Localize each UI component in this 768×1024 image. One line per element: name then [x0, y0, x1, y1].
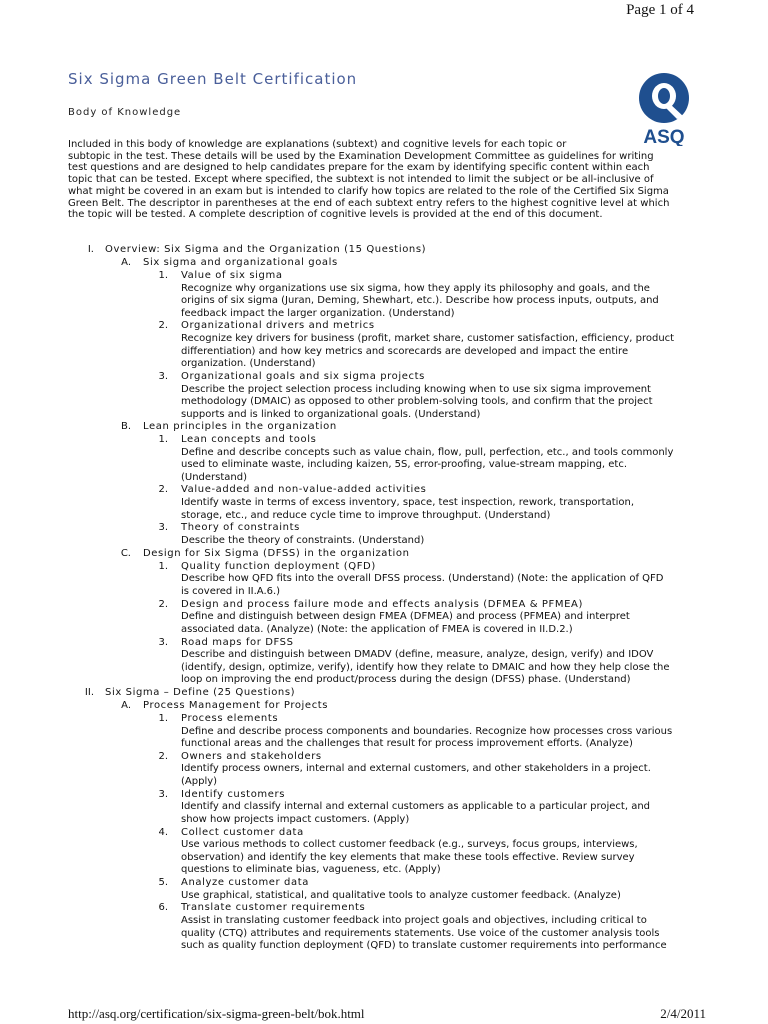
outline-text: Identify process owners, internal and external customers, and other stakeholders in a project. — [181, 763, 651, 775]
outline-heading-level-3 — [0, 522, 768, 535]
outline-heading-level-3 — [0, 637, 768, 650]
intro-line: the topic will be tested. A complete description of cognitive levels is provided at the end of this document. — [68, 209, 603, 221]
outline-text: (Apply) — [181, 776, 218, 788]
outline-number: 5. — [158, 876, 168, 888]
outline-text: Analyze customer data — [181, 876, 309, 888]
outline-description-line — [0, 726, 768, 739]
outline-number: I. — [87, 244, 94, 255]
outline-text: Organizational goals and six sigma projects — [181, 370, 425, 382]
outline-number: 4. — [158, 826, 168, 838]
outline-heading-level-3 — [0, 270, 768, 283]
document-title: Six Sigma Green Belt Certification — [68, 70, 358, 88]
outline-text: loop on improving the end product/process during the design (DFSS) phase. (Understand) — [181, 674, 631, 686]
outline-description-line — [0, 674, 768, 687]
outline-text: Quality function deployment (QFD) — [181, 560, 376, 572]
outline-text: Six Sigma – Define (25 Questions) — [105, 687, 296, 698]
outline-description-line — [0, 409, 768, 422]
outline-description-line — [0, 915, 768, 928]
outline-description-line — [0, 510, 768, 523]
outline-text: (Understand) — [181, 471, 248, 483]
outline-text: Recognize key drivers for business (profit, market share, customer satisfaction, efficiency, product — [181, 333, 675, 345]
asq-logo — [636, 70, 692, 146]
outline-description-line — [0, 497, 768, 510]
outline-text: Six sigma and organizational goals — [143, 256, 338, 268]
outline-text: is covered in II.A.6.) — [181, 586, 281, 598]
outline-description-line — [0, 447, 768, 460]
outline-heading-level-1 — [0, 687, 768, 700]
intro-line: Included in this body of knowledge are explanations (subtext) and cognitive levels for each topic or — [68, 139, 567, 150]
outline-text: storage, etc., and reduce cycle time to improve throughput. (Understand) — [181, 509, 551, 521]
outline-text: (identify, design, optimize, verify), identify how they relate to DMAIC and how they help close the — [181, 661, 670, 673]
outline-text: observation) and identify the key elements that make these tools effective. Review survey — [181, 851, 635, 863]
outline-number: 3. — [158, 788, 168, 800]
outline-description-line — [0, 535, 768, 548]
outline-description-line — [0, 776, 768, 789]
outline-description-line — [0, 763, 768, 776]
outline-text: Assist in translating customer feedback into project goals and objectives, including critical to — [181, 915, 647, 927]
intro-line: what might be covered in an exam but is intended to clarify how topics are related to the role of the Certified Six Sigma — [68, 185, 669, 197]
outline-description-line — [0, 358, 768, 371]
outline-description-line — [0, 852, 768, 865]
outline-text: Describe and distinguish between DMADV (define, measure, analyze, design, verify) and IDOV — [181, 649, 654, 661]
outline-heading-level-2 — [0, 421, 768, 434]
footer-date: 2/4/2011 — [660, 1006, 706, 1021]
outline-heading-level-3 — [0, 751, 768, 764]
outline-text: questions to eliminate bias, vagueness, etc. (Apply) — [181, 864, 441, 876]
outline-text: Value-added and non-value-added activities — [181, 484, 427, 496]
outline-text: Recognize why organizations use six sigma, how they apply its philosophy and goals, and the — [181, 282, 650, 294]
outline-text: Describe how QFD fits into the overall DFSS process. (Understand) (Note: the application of QFD — [181, 573, 664, 585]
outline-text: show how projects impact customers. (Apply) — [181, 813, 410, 825]
outline-text: Process Management for Projects — [143, 699, 329, 711]
outline-text: Describe the project selection process including knowing when to use six sigma improvement — [181, 383, 651, 395]
outline-number: 3. — [158, 522, 168, 534]
outline-description-line — [0, 611, 768, 624]
outline-text: Identify waste in terms of excess inventory, space, test inspection, rework, transportation, — [181, 497, 635, 509]
intro-paragraph — [68, 139, 700, 221]
outline-text: Define and describe concepts such as value chain, flow, pull, perfection, etc., and tools commonly — [181, 446, 674, 458]
outline-heading-level-3 — [0, 827, 768, 840]
outline-text: Lean concepts and tools — [181, 433, 317, 445]
outline-description-line — [0, 624, 768, 637]
outline-description-line — [0, 308, 768, 321]
outline-text: Use graphical, statistical, and qualitative tools to analyze customer feedback. (Analyze) — [181, 889, 621, 901]
outline-number: 6. — [158, 902, 168, 914]
outline-number: A. — [121, 256, 131, 268]
outline-heading-level-2 — [0, 548, 768, 561]
outline-heading-level-3 — [0, 902, 768, 915]
intro-line: test questions and are designed to help candidates prepare for the exam by identifying specific content within each — [68, 162, 650, 174]
outline-number: 1. — [158, 433, 168, 445]
document-subtitle: Body of Knowledge — [68, 107, 182, 118]
outline-description-line — [0, 928, 768, 941]
outline-text: Overview: Six Sigma and the Organization (15 Questions) — [105, 244, 427, 255]
outline-text: functional areas and the challenges that result for process improvement efforts. (Analyze) — [181, 738, 633, 750]
footer-url: http://asq.org/certification/six-sigma-green-belt/bok.html — [68, 1006, 365, 1021]
outline-description-line — [0, 814, 768, 827]
outline-text: Road maps for DFSS — [181, 636, 294, 648]
outline-text: Translate customer requirements — [181, 902, 366, 914]
outline-heading-level-3 — [0, 484, 768, 497]
intro-line: Green Belt. The descriptor in parentheses at the end of each subtext entry refers to the highest cognitive level at which — [68, 197, 670, 209]
outline-text: Process elements — [181, 712, 279, 724]
outline-description-line — [0, 738, 768, 751]
outline-text: associated data. (Analyze) (Note: the application of FMEA is covered in II.D.2.) — [181, 623, 573, 635]
outline-text: quality (CTQ) attributes and requirements statements. Use voice of the customer analysis tools — [181, 927, 660, 939]
outline-heading-level-3 — [0, 434, 768, 447]
outline-text: Value of six sigma — [181, 269, 283, 281]
outline-text: Lean principles in the organization — [143, 421, 337, 433]
page-number: Page 1 of 4 — [626, 2, 694, 18]
outline-text: origins of six sigma (Juran, Deming, Shewhart, etc.). Describe how process inputs, outputs, and — [181, 295, 659, 307]
outline-text: Design and process failure mode and effects analysis (DFMEA & PFMEA) — [181, 598, 583, 610]
outline-description-line — [0, 396, 768, 409]
outline-text: Identify customers — [181, 788, 286, 800]
outline-text: feedback impact the larger organization. (Understand) — [181, 307, 455, 319]
outline-text: such as quality function deployment (QFD) to translate customer requirements into performance — [181, 940, 667, 952]
outline-number: 2. — [158, 320, 168, 332]
outline-text: organization. (Understand) — [181, 358, 316, 370]
outline-description-line — [0, 295, 768, 308]
asq-logo-wordmark: ASQ — [643, 127, 685, 146]
outline-text: methodology (DMAIC) as opposed to other problem-solving tools, and confirm that the project — [181, 396, 653, 408]
outline-description-line — [0, 940, 768, 953]
outline-text: Theory of constraints — [181, 522, 300, 534]
outline-heading-level-2 — [0, 257, 768, 270]
intro-line: topic that can be tested. Except where specified, the subtext is not intended to limit the subject or be all-inclusive of — [68, 174, 654, 186]
outline-text: Define and describe process components and boundaries. Recognize how processes cross various — [181, 725, 673, 737]
outline-text: Design for Six Sigma (DFSS) in the organization — [143, 547, 410, 559]
outline-text: Collect customer data — [181, 826, 304, 838]
outline-description-line — [0, 839, 768, 852]
outline-description-line — [0, 649, 768, 662]
outline-text: Organizational drivers and metrics — [181, 320, 375, 332]
outline-heading-level-3 — [0, 789, 768, 802]
outline-number: 3. — [158, 370, 168, 382]
outline-description-line — [0, 346, 768, 359]
outline-heading-level-3 — [0, 561, 768, 574]
outline-heading-level-3 — [0, 877, 768, 890]
outline-description-line — [0, 662, 768, 675]
outline-heading-level-3 — [0, 371, 768, 384]
outline-description-line — [0, 384, 768, 397]
outline-description-line — [0, 864, 768, 877]
outline-text: supports and is linked to organizational goals. (Understand) — [181, 408, 481, 420]
intro-line: subtopic in the test. These details will be used by the Examination Development Committee as guidelines for writing — [68, 150, 654, 162]
outline-number: C. — [120, 547, 131, 559]
outline-number: II. — [84, 687, 94, 698]
outline-heading-level-3 — [0, 320, 768, 333]
outline-heading-level-1 — [0, 244, 768, 257]
outline-heading-level-3 — [0, 599, 768, 612]
outline-description-line — [0, 801, 768, 814]
outline-heading-level-2 — [0, 700, 768, 713]
outline-text: used to eliminate waste, including kaizen, 5S, error-proofing, value-stream mapping, etc. — [181, 459, 628, 471]
outline-description-line — [0, 472, 768, 485]
outline-number: 1. — [158, 269, 168, 281]
body-of-knowledge-outline — [0, 244, 768, 953]
outline-description-line — [0, 586, 768, 599]
outline-number: 1. — [158, 560, 168, 572]
outline-number: 2. — [158, 484, 168, 496]
outline-description-line — [0, 573, 768, 586]
outline-text: Use various methods to collect customer feedback (e.g., surveys, focus groups, interviews, — [181, 839, 638, 851]
outline-description-line — [0, 333, 768, 346]
outline-number: 3. — [158, 636, 168, 648]
outline-number: B. — [120, 421, 131, 433]
outline-number: A. — [121, 699, 131, 711]
outline-text: differentiation) and how key metrics and scorecards are developed and impact the entire — [181, 345, 629, 357]
outline-number: 1. — [158, 712, 168, 724]
outline-text: Identify and classify internal and external customers as applicable to a particular project, and — [181, 801, 651, 813]
outline-heading-level-3 — [0, 713, 768, 726]
outline-number: 2. — [158, 750, 168, 762]
outline-text: Define and distinguish between design FMEA (DFMEA) and process (PFMEA) and interpret — [181, 611, 630, 623]
outline-text: Describe the theory of constraints. (Understand) — [181, 535, 425, 547]
outline-description-line — [0, 459, 768, 472]
outline-description-line — [0, 890, 768, 903]
outline-description-line — [0, 283, 768, 296]
outline-text: Owners and stakeholders — [181, 750, 322, 762]
outline-number: 2. — [158, 598, 168, 610]
